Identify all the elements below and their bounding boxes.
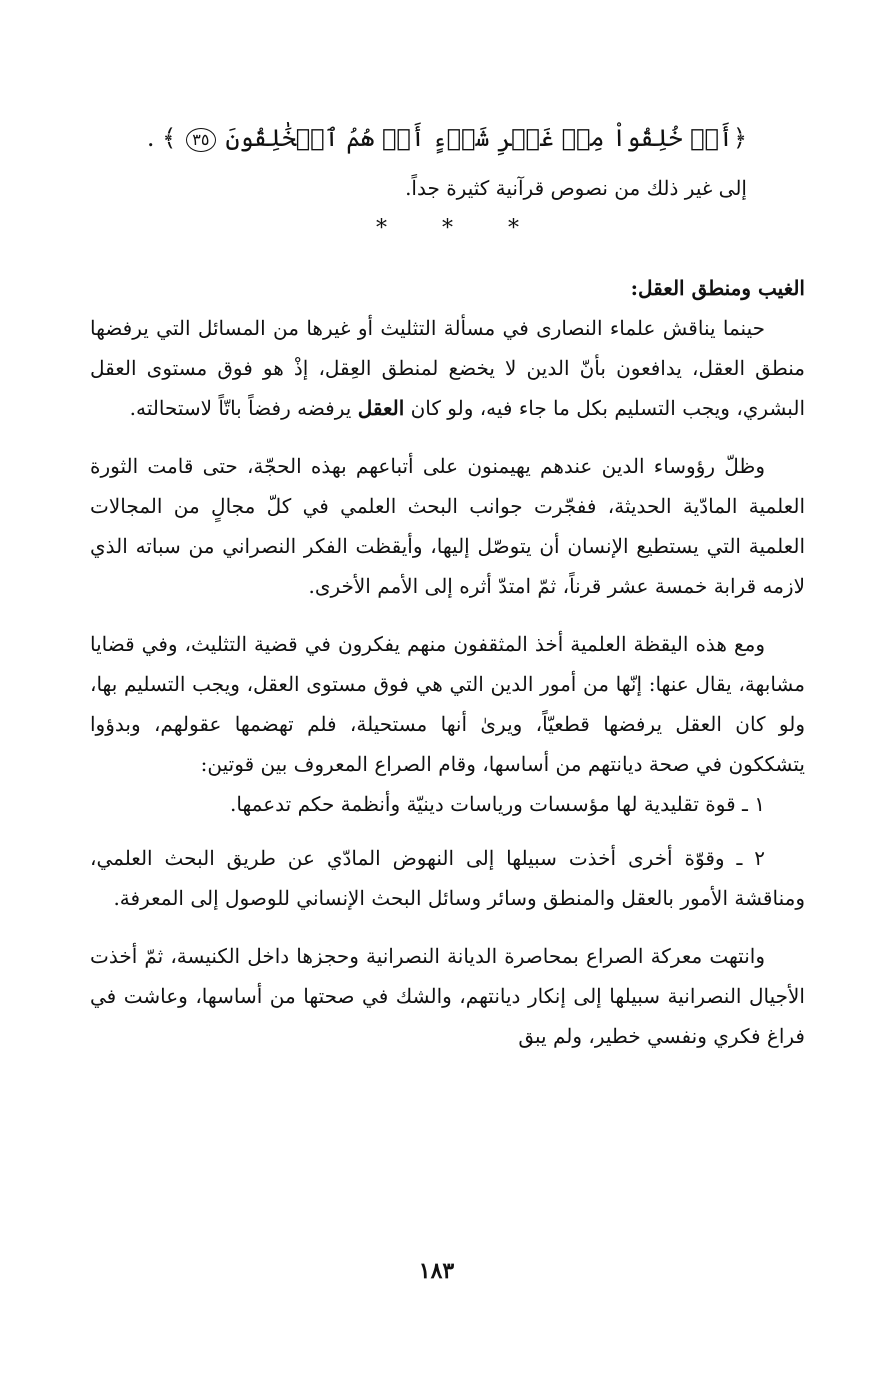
verse-close-bracket: ﴾ . <box>146 124 177 152</box>
page-body <box>90 118 805 1056</box>
paragraph-1-rest: يرفضه رفضاً باتّاً لاستحالته. <box>129 396 358 420</box>
paragraph-1 <box>90 308 805 428</box>
list-item-2: ٢ ـ وقوّة أخرى أخذت سبيلها إلى النهوض المادّي عن طريق البحث العلمي، ومناقشة الأمور بالعقل والمنطق وسائر وسائل البحث الإنساني للوصول إلى المعرفة. <box>90 846 805 910</box>
paragraph-1-bold-word: العقل <box>357 396 405 420</box>
page-number: ١٨٣ <box>418 1258 455 1284</box>
verse-open-bracket: ﴿ <box>732 124 747 152</box>
section-separator: * * * <box>376 216 543 241</box>
quran-verse <box>90 118 805 158</box>
verse-number-badge: ٣٥ <box>186 128 216 152</box>
verse-text: أَمۡ خُلِقُواْ مِنۡ غَيۡرِ شَيۡءٍ أَمۡ هُمُ ٱلۡخَٰلِقُونَ <box>225 124 733 152</box>
section-heading: الغيب ومنطق العقل: <box>630 276 805 300</box>
after-verse-line: إلى غير ذلك من نصوص قرآنية كثيرة جداً. <box>405 176 747 200</box>
paragraph-2: وظلّ رؤوساء الدين عندهم يهيمنون على أتباعهم بهذه الحجّة، حتى قامت الثورة العلمية المادّية الحديثة، ففجّرت جوانب البحث العلمي في كلّ مجالٍ من المجالات العلمية التي يستطيع الإنسان أن يتوصّل إليها، وأيقظت الفكر النصراني من سباته الذي لازمه قرابة خمسة عشر قرناً، ثمّ امتدّ أثره إلى الأمم الأخرى. <box>90 454 805 598</box>
list-item-1: ١ ـ قوة تقليدية لها مؤسسات ورياسات دينيّة وأنظمة حكم تدعمها. <box>230 792 765 816</box>
paragraph-1-main: حينما يناقش علماء النصارى في مسألة التثليث أو غيرها من المسائل التي يرفضها منطق العقل، يدافعون بأنّ الدين لا يخضع لمنطق العِقل، إذْ هو فوق مستوى العقل البشري، ويجب التسليم بكل ما جاء فيه، ولو كان <box>90 316 805 420</box>
paragraph-4: وانتهت معركة الصراع بمحاصرة الديانة النصرانية وحجزها داخل الكنيسة، ثمّ أخذت الأجيال النصرانية سبيلها إلى إنكار ديانتهم، والشك في صحتها من أساسها، وعاشت في فراغ فكري ونفسي خطير، ولم يبق <box>90 944 805 1048</box>
paragraph-3: ومع هذه اليقظة العلمية أخذ المثقفون منهم يفكرون في قضية التثليث، وفي قضايا مشابهة، يقال عنها: إنّها من أمور الدين التي هي فوق مستوى العقل، ويجب التسليم بها، ولو كان العقل يرفضها قطعيّاً، ويرىٰ أنها مستحيلة، فلم تهضمها عقولهم، وبدؤوا يتشككون في صحة ديانتهم من أساسها، وقام الصراع المعروف بين قوتين: <box>90 632 805 776</box>
